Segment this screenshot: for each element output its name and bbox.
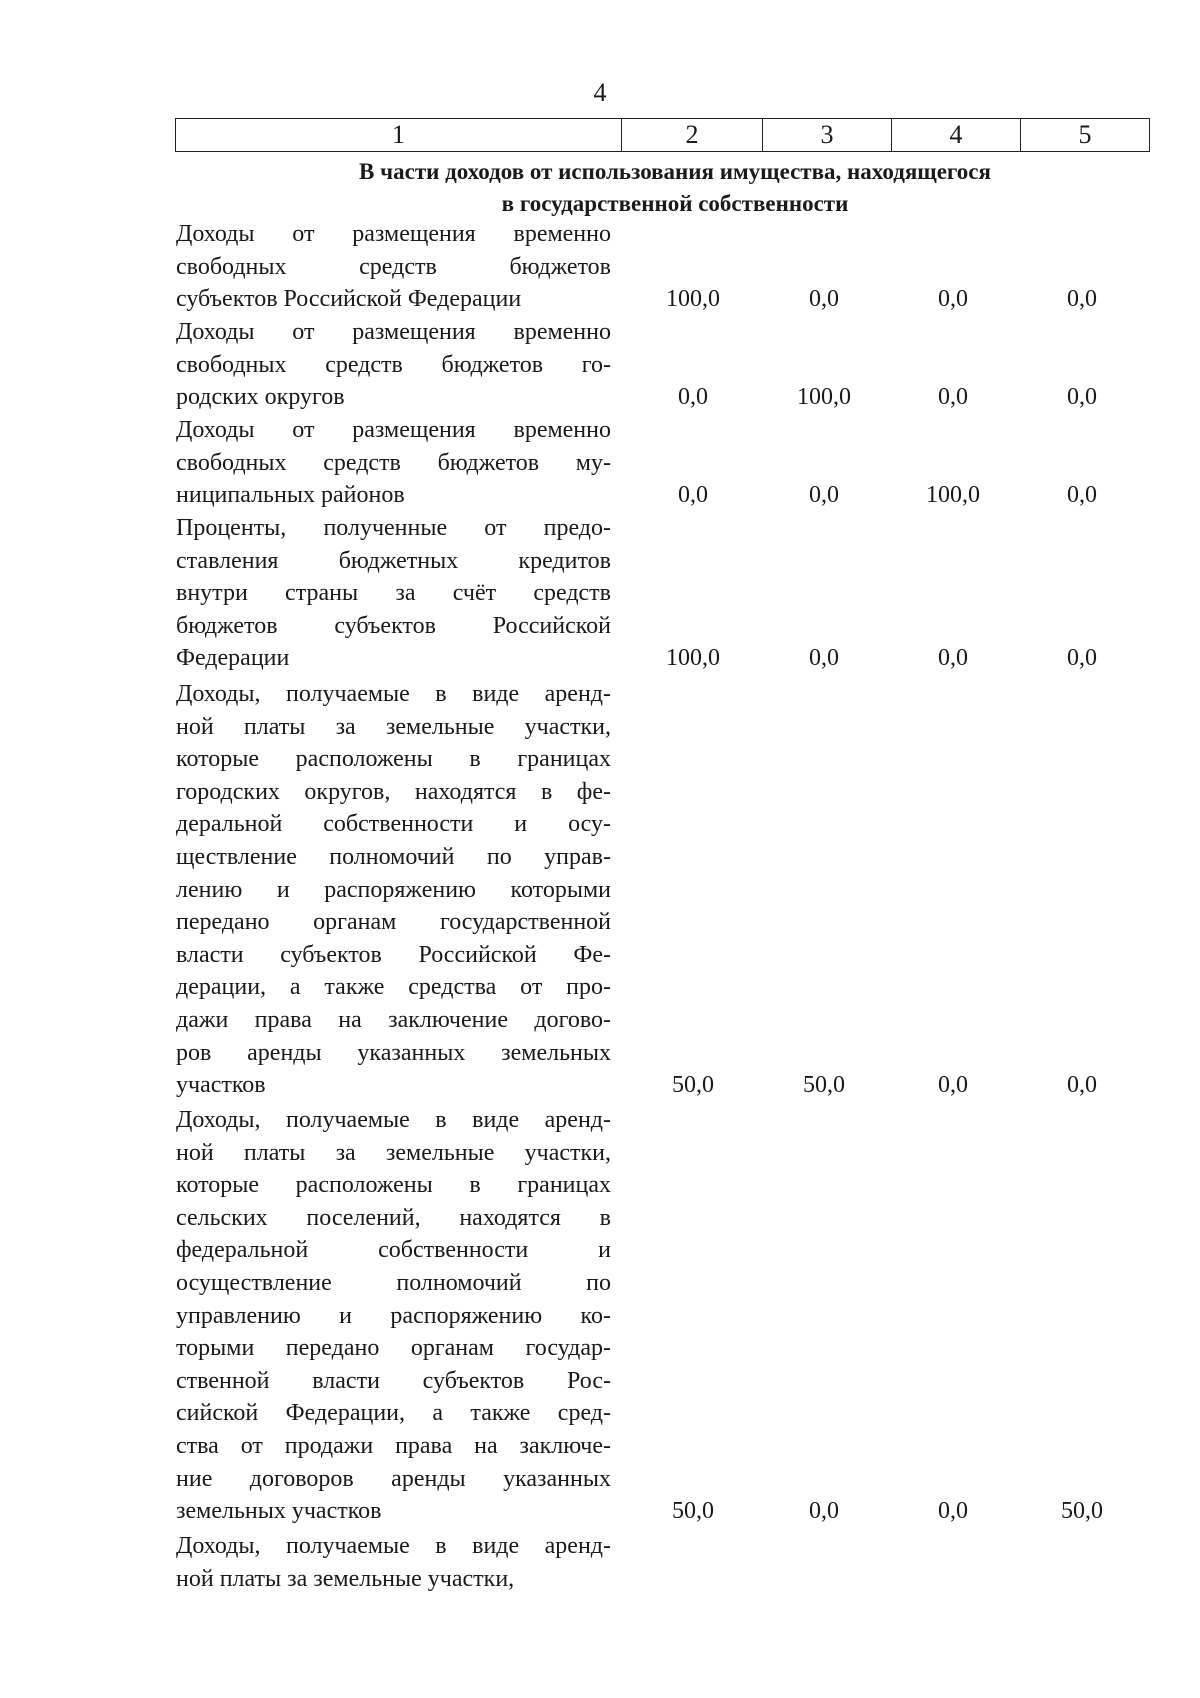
row-value-col-5: 50,0 — [1061, 1498, 1103, 1525]
row-description-line: Доходы от размещения временно — [176, 319, 611, 345]
row-description — [176, 512, 611, 675]
row-value-col-3: 0,0 — [809, 1498, 839, 1525]
row-description-line: управлению и распоряжению ко- — [176, 1302, 611, 1329]
row-value-col-4: 0,0 — [938, 1498, 968, 1525]
table-row — [0, 1104, 1200, 1528]
row-description-line: сельских поселений, находятся в — [176, 1204, 611, 1231]
section-title-line-1: В части доходов от использования имущества, находящегося — [359, 159, 991, 184]
row-value-col-4: 0,0 — [938, 384, 968, 411]
row-description-line: свободных средств бюджетов му- — [176, 449, 611, 476]
row-description-line: ниципальных районов — [176, 482, 405, 509]
row-value-col-2: 100,0 — [666, 645, 720, 672]
row-description-line: дажи права на заключение догово- — [176, 1006, 611, 1033]
row-description-line: ставления бюджетных кредитов — [176, 547, 611, 574]
row-value-col-2: 0,0 — [678, 384, 708, 411]
row-description-line: свободных средств бюджетов го- — [176, 351, 611, 378]
row-value-col-5: 0,0 — [1067, 1072, 1097, 1099]
row-description-line: ства от продажи права на заключе- — [176, 1432, 611, 1459]
row-description-line: Доходы, получаемые в виде аренд- — [176, 1107, 611, 1133]
row-description-line: городских округов, находятся в фе- — [176, 778, 611, 805]
row-description-line: Доходы, получаемые в виде аренд- — [176, 681, 611, 707]
row-value-col-2: 50,0 — [672, 1072, 714, 1099]
row-value-col-2: 50,0 — [672, 1498, 714, 1525]
row-description-line: субъектов Российской Федерации — [176, 286, 522, 313]
row-description-line: власти субъектов Российской Фе- — [176, 941, 611, 968]
table-row — [0, 1530, 1200, 1595]
row-description-line: родских округов — [176, 384, 345, 411]
row-value-col-5: 0,0 — [1067, 482, 1097, 509]
row-description — [176, 1530, 611, 1595]
row-description-line: торыми передано органам государ- — [176, 1335, 611, 1362]
row-description-line: федеральной собственности и — [176, 1237, 611, 1264]
table-row — [0, 512, 1200, 675]
section-title — [175, 156, 1175, 220]
column-number-header — [175, 118, 1150, 152]
row-value-col-2: 100,0 — [666, 286, 720, 313]
header-cell-5: 5 — [1021, 119, 1150, 152]
table-row — [0, 414, 1200, 512]
row-description-line: лению и распоряжению которыми — [176, 876, 611, 903]
row-value-col-5: 0,0 — [1067, 286, 1097, 313]
row-description-line: Проценты, полученные от предо- — [176, 515, 611, 541]
row-description-line: Федерации — [176, 645, 290, 672]
row-value-col-4: 100,0 — [926, 482, 980, 509]
row-value-col-3: 0,0 — [809, 482, 839, 509]
row-value-col-3: 0,0 — [809, 645, 839, 672]
row-description-line: Доходы от размещения временно — [176, 221, 611, 247]
row-description-line: свободных средств бюджетов — [176, 253, 611, 280]
row-description-line: ров аренды указанных земельных — [176, 1039, 611, 1066]
row-description-line: дерации, а также средства от про- — [176, 974, 611, 1001]
row-value-col-4: 0,0 — [938, 645, 968, 672]
row-description-line: которые расположены в границах — [176, 746, 611, 773]
row-value-col-5: 0,0 — [1067, 384, 1097, 411]
row-value-col-4: 0,0 — [938, 1072, 968, 1099]
row-description — [176, 218, 611, 316]
table-row — [0, 316, 1200, 414]
row-description-line: ной платы за земельные участки, — [176, 1139, 611, 1166]
row-description-line: участков — [176, 1072, 266, 1099]
page-number: 4 — [593, 78, 607, 107]
row-value-col-5: 0,0 — [1067, 645, 1097, 672]
section-title-line-2: в государственной собственности — [501, 191, 849, 216]
row-description-line: ществление полномочий по управ- — [176, 843, 611, 870]
row-description-line: внутри страны за счёт средств — [176, 580, 611, 607]
row-value-col-4: 0,0 — [938, 286, 968, 313]
row-description — [176, 1104, 611, 1528]
row-description-line: ние договоров аренды указанных — [176, 1465, 611, 1492]
row-value-col-3: 50,0 — [803, 1072, 845, 1099]
row-value-col-2: 0,0 — [678, 482, 708, 509]
table-row — [0, 678, 1200, 1102]
row-description-line: бюджетов субъектов Российской — [176, 612, 611, 639]
row-description — [176, 316, 611, 414]
row-description-line: сийской Федерации, а также сред- — [176, 1400, 611, 1427]
row-description-line: которые расположены в границах — [176, 1172, 611, 1199]
row-description-line: ной платы за земельные участки, — [176, 713, 611, 740]
row-description-line: ной платы за земельные участки, — [176, 1565, 515, 1592]
header-cell-3: 3 — [763, 119, 892, 152]
row-description — [176, 414, 611, 512]
header-cell-2: 2 — [622, 119, 763, 152]
row-value-col-3: 0,0 — [809, 286, 839, 313]
row-description-line: земельных участков — [176, 1498, 382, 1525]
row-description-line: осуществление полномочий по — [176, 1269, 611, 1296]
header-cell-1: 1 — [176, 119, 622, 152]
row-description-line: передано органам государственной — [176, 909, 611, 936]
table-row — [0, 218, 1200, 316]
row-description — [176, 678, 611, 1102]
row-description-line: Доходы, получаемые в виде аренд- — [176, 1533, 611, 1559]
row-description-line: Доходы от размещения временно — [176, 417, 611, 443]
row-description-line: деральной собственности и осу- — [176, 811, 611, 838]
header-cell-4: 4 — [892, 119, 1021, 152]
row-description-line: ственной власти субъектов Рос- — [176, 1367, 611, 1394]
row-value-col-3: 100,0 — [797, 384, 851, 411]
